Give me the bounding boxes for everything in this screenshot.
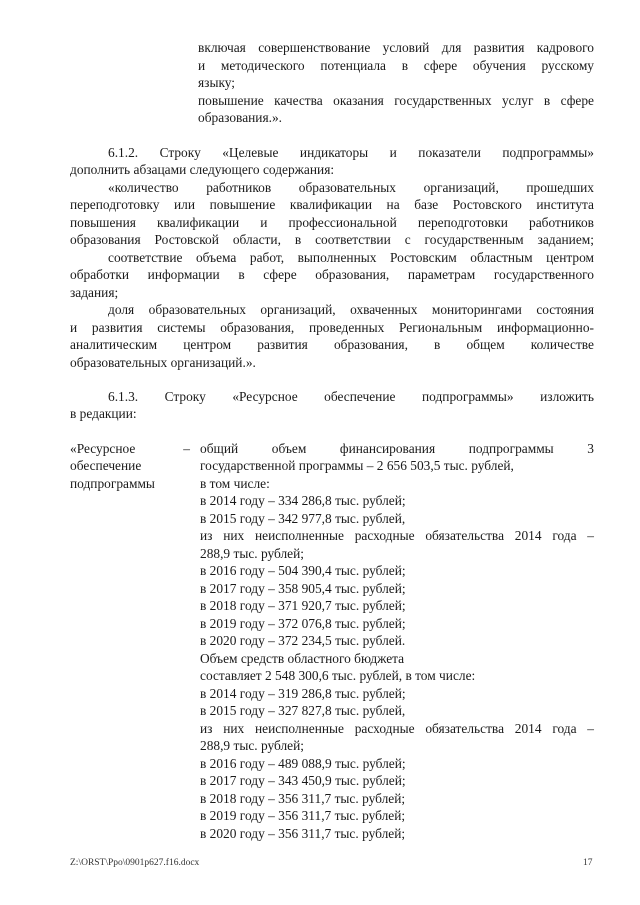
- text-line: в редакции:: [70, 406, 137, 421]
- table-value-line: в 2019 году – 356 311,7 тыс. рублей;: [200, 808, 406, 823]
- text-line: повышение качества оказания государственных услуг в сфере: [198, 93, 594, 108]
- table-value-line: в 2014 году – 319 286,8 тыс. рублей;: [200, 686, 406, 701]
- text-line: образования.».: [198, 110, 283, 125]
- table-label-line: подпрограммы: [70, 476, 155, 491]
- table-value-line: в 2017 году – 358 905,4 тыс. рублей;: [200, 581, 406, 596]
- table-value-line: 288,9 тыс. рублей;: [200, 738, 304, 753]
- text-line: повышения квалификации и профессиональной переподготовки работников: [70, 215, 594, 230]
- table-value-line: в 2020 году – 372 234,5 тыс. рублей.: [200, 633, 406, 648]
- text-line: переподготовку или повышение квалификации на базе Ростовского института: [70, 197, 594, 212]
- text-line: образования Ростовской области, в соответствии с государственным заданием;: [70, 232, 594, 247]
- table-value-line: 288,9 тыс. рублей;: [200, 546, 304, 561]
- table-value-line: общий объем финансирования подпрограммы 3: [200, 441, 594, 456]
- text-line: аналитическим центром развития образования, в общем количестве: [70, 337, 594, 352]
- text-line: включая совершенствование условий для развития кадрового: [198, 40, 594, 55]
- table-value-line: в 2016 году – 504 390,4 тыс. рублей;: [200, 563, 406, 578]
- table-value-line: составляет 2 548 300,6 тыс. рублей, в том числе:: [200, 668, 476, 683]
- text-line: 6.1.2. Строку «Целевые индикаторы и показатели подпрограммы»: [108, 145, 594, 160]
- text-line: задания;: [70, 285, 119, 300]
- text-line: языку;: [198, 75, 236, 90]
- table-value-line: Объем средств областного бюджета: [200, 651, 405, 666]
- table-value-line: государственной программы – 2 656 503,5 тыс. рублей,: [200, 458, 514, 473]
- text-line: обработки информации в сфере образования, параметрам государственного: [70, 267, 594, 282]
- text-line: соответствие объема работ, выполненных Ростовским областным центром: [108, 250, 594, 265]
- text-line: 6.1.3. Строку «Ресурсное обеспечение подпрограммы» изложить: [108, 389, 594, 404]
- table-value-line: в 2015 году – 342 977,8 тыс. рублей,: [200, 511, 406, 526]
- table-value-line: в 2014 году – 334 286,8 тыс. рублей;: [200, 493, 406, 508]
- page-number: 17: [583, 858, 593, 868]
- table-label-line: обеспечение: [70, 458, 142, 473]
- table-value-line: в 2015 году – 327 827,8 тыс. рублей,: [200, 703, 406, 718]
- table-value-line: в 2018 году – 356 311,7 тыс. рублей;: [200, 791, 406, 806]
- text-line: и методического потенциала в сфере обучения русскому: [198, 58, 594, 73]
- text-line: дополнить абзацами следующего содержания:: [70, 162, 335, 177]
- table-value-line: из них неисполненные расходные обязательства 2014 года –: [200, 721, 594, 736]
- text-line: «количество работников образовательных организаций, прошедших: [108, 180, 594, 195]
- table-value-line: в 2018 году – 371 920,7 тыс. рублей;: [200, 598, 406, 613]
- table-value-line: в 2019 году – 372 076,8 тыс. рублей;: [200, 616, 406, 631]
- table-value-line: в том числе:: [200, 476, 270, 491]
- footer-file-path: Z:\ORST\Ppo\0901p627.f16.docx: [70, 858, 200, 868]
- text-line: образовательных организаций.».: [70, 355, 256, 370]
- table-value-line: в 2016 году – 489 088,9 тыс. рублей;: [200, 756, 406, 771]
- table-value-line: в 2020 году – 356 311,7 тыс. рублей;: [200, 826, 406, 841]
- text-line: и развития системы образования, проведенных Региональным информационно-: [70, 320, 594, 335]
- table-label-line: «Ресурсное –: [70, 441, 190, 456]
- table-value-line: в 2017 году – 343 450,9 тыс. рублей;: [200, 773, 406, 788]
- text-line: доля образовательных организаций, охваченных мониторингами состояния: [108, 302, 594, 317]
- table-value-line: из них неисполненные расходные обязательства 2014 года –: [200, 528, 594, 543]
